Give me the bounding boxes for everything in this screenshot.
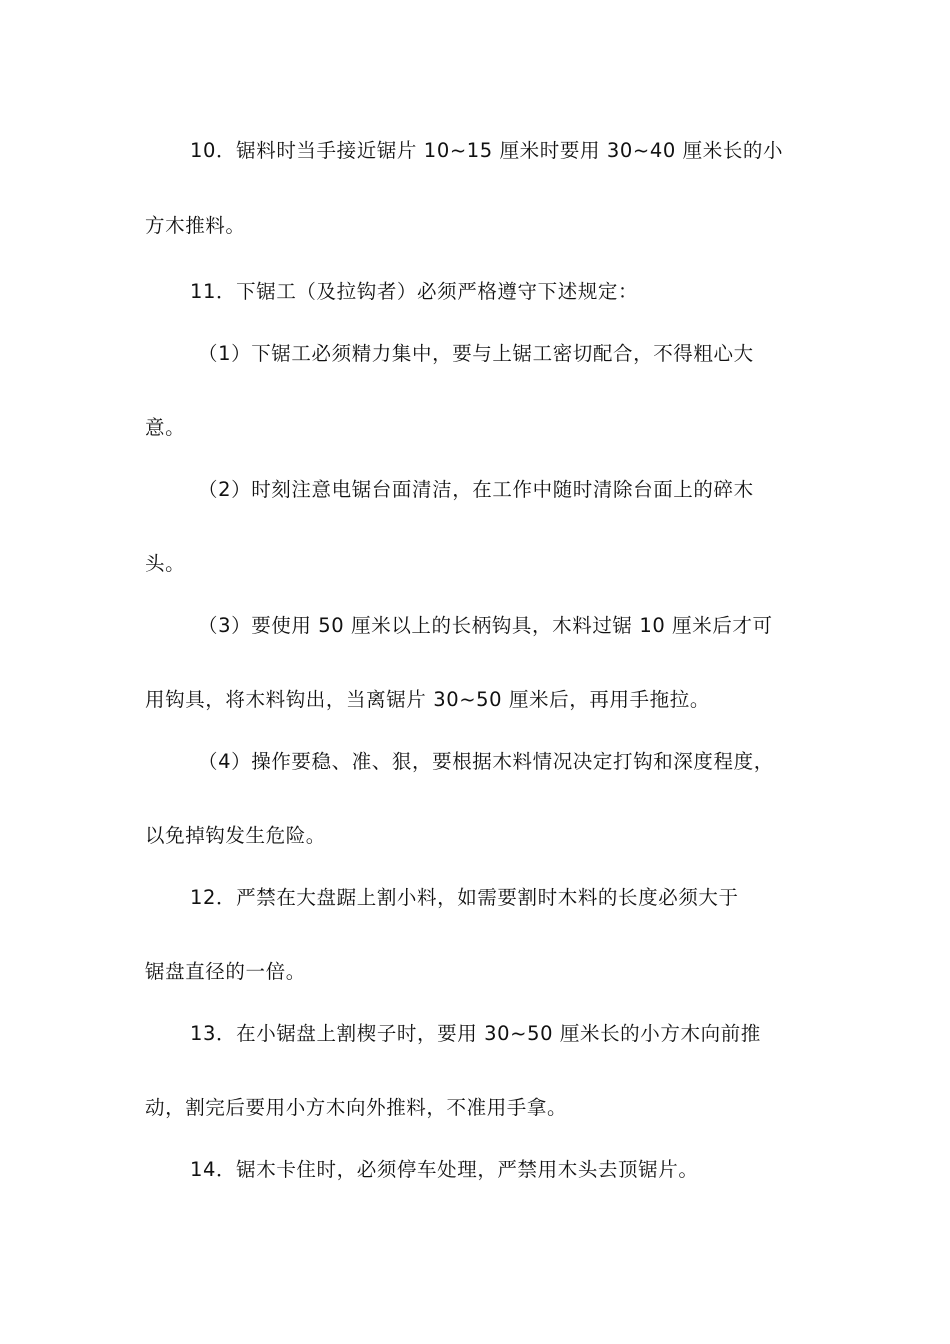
text-line: 意。 <box>145 416 186 439</box>
text-line: 14．锯木卡住时，必须停车处理，严禁用木头去顶锯片。 <box>190 1158 699 1181</box>
text-line: 头。 <box>145 552 186 575</box>
text-line: 动，割完后要用小方木向外推料，不准用手拿。 <box>145 1096 568 1119</box>
text-line: 11．下锯工（及拉钩者）必须严格遵守下述规定： <box>190 280 639 303</box>
text-line: 10．锯料时当手接近锯片 10~15 厘米时要用 30~40 厘米长的小 <box>190 139 784 162</box>
text-line: 方木推料。 <box>145 214 246 237</box>
text-line: 12．严禁在大盘踞上割小料，如需要割时木料的长度必须大于 <box>190 886 739 909</box>
text-line: （1）下锯工必须精力集中，要与上锯工密切配合，不得粗心大 <box>198 342 754 365</box>
text-line: （2）时刻注意电锯台面清洁，在工作中随时清除台面上的碎木 <box>198 478 754 501</box>
text-line: 锯盘直径的一倍。 <box>145 960 306 983</box>
text-line: （4）操作要稳、准、狠，要根据木料情况决定打钩和深度程度， <box>198 750 774 773</box>
text-line: 以免掉钩发生危险。 <box>145 824 326 847</box>
text-line: 用钩具，将木料钩出，当离锯片 30~50 厘米后，再用手拖拉。 <box>145 688 710 711</box>
text-line: 13．在小锯盘上割楔子时，要用 30~50 厘米长的小方木向前推 <box>190 1022 761 1045</box>
text-line: （3）要使用 50 厘米以上的长柄钩具，木料过锯 10 厘米后才可 <box>198 614 773 637</box>
